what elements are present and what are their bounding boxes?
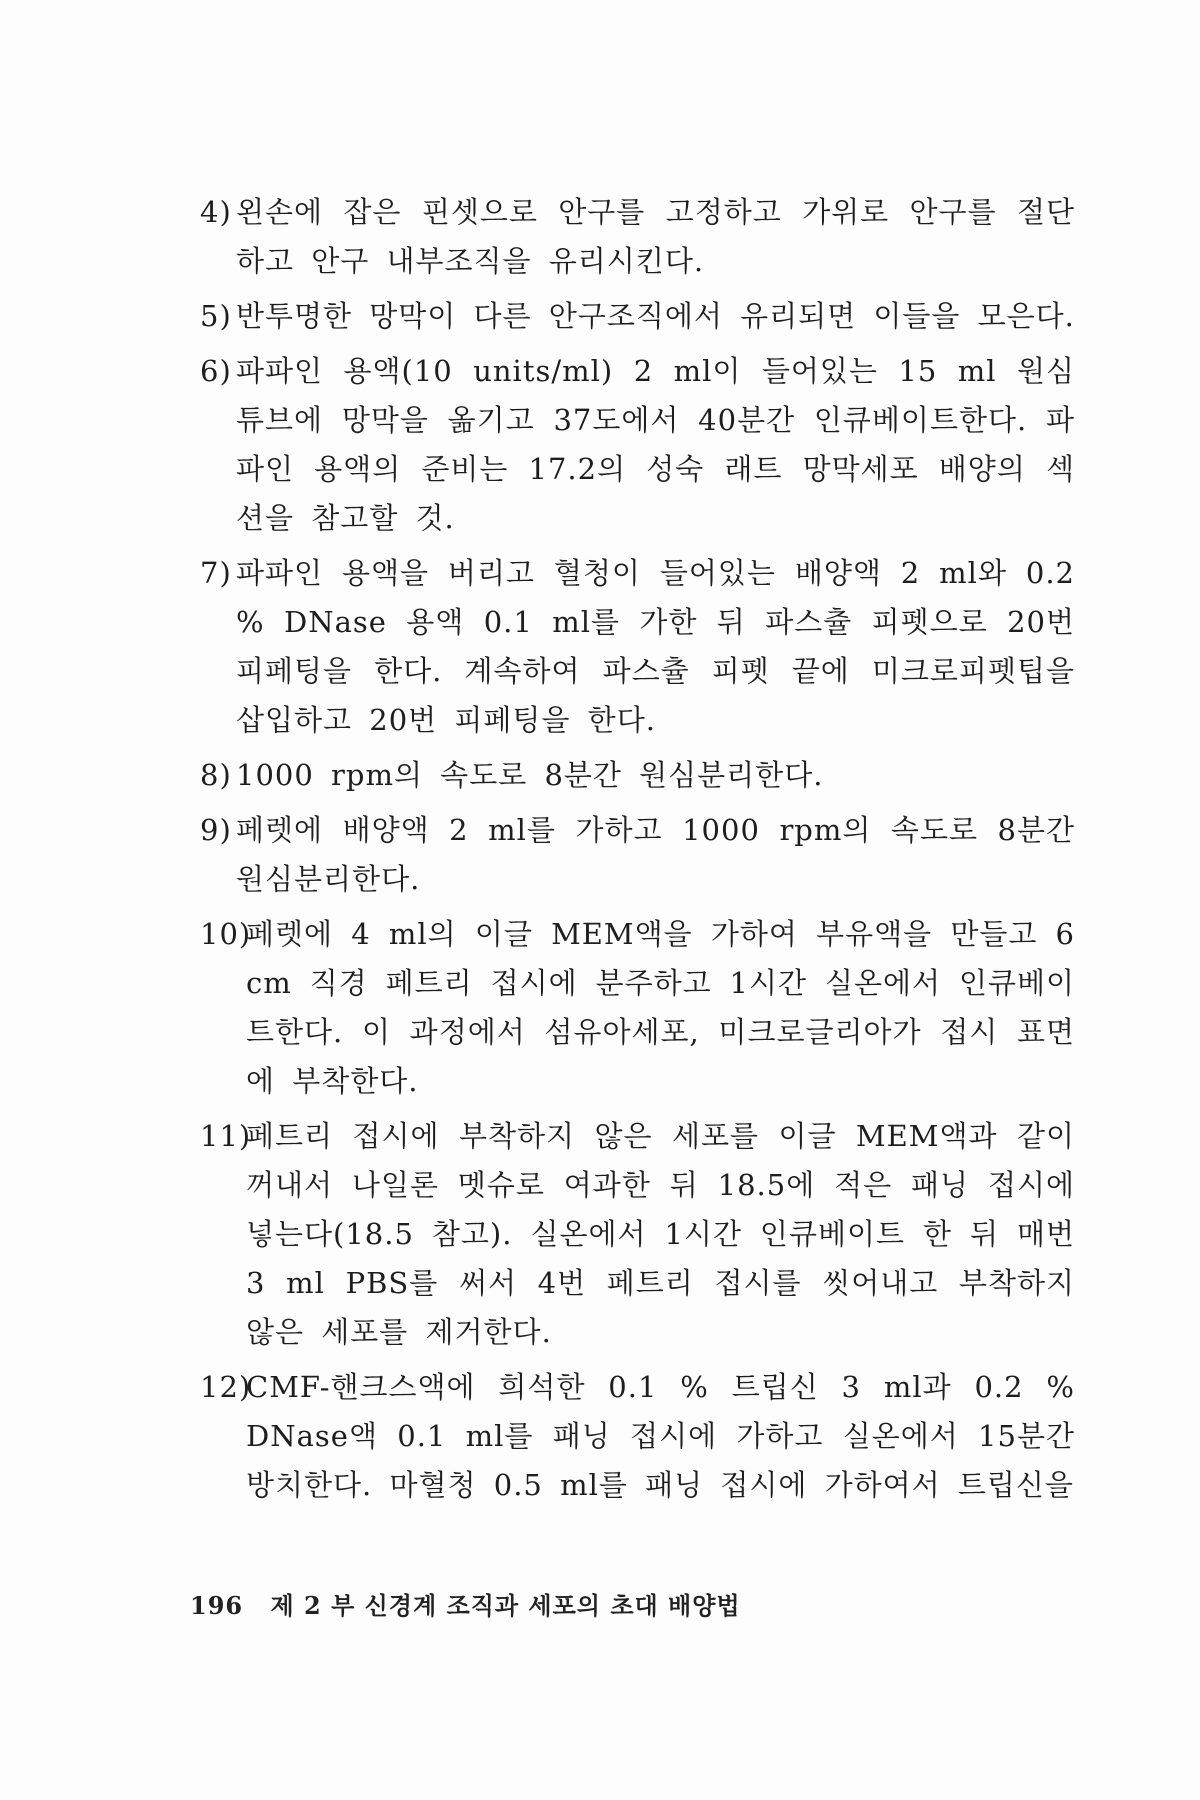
- list-item: [200, 1363, 1075, 1510]
- step-text: 1000 rpm의 속도로 8분간 원심분리한다.: [236, 758, 824, 792]
- list-item: [200, 292, 1075, 341]
- step-text: 반투명한 망막이 다른 안구조직에서 유리되면 이들을 모은다.: [236, 299, 1075, 333]
- step-number: 5): [200, 299, 232, 333]
- list-item: [200, 1112, 1075, 1357]
- list-item: [200, 188, 1075, 286]
- list-item: [200, 751, 1075, 800]
- procedure-list: [200, 188, 1075, 1516]
- list-item: [200, 347, 1075, 543]
- step-text: 왼손에 잡은 핀셋으로 안구를 고정하고 가위로 안구를 절단하고 안구 내부조직을 유리시킨다.: [236, 195, 1075, 278]
- page-number: 196: [190, 1591, 244, 1620]
- step-text: 페트리 접시에 부착하지 않은 세포를 이글 MEM액과 같이 꺼내서 나일론 멧슈로 여과한 뒤 18.5에 적은 패닝 접시에 넣는다(18.5 참고). 실온에서 1시간 인큐베이트 한 뒤 매번 3 ml PBS를 써서 4번 페트리 접시를 씻어내고 부착하지 않은 세포를 제거한다.: [246, 1119, 1075, 1349]
- step-text: 페렛에 4 ml의 이글 MEM액을 가하여 부유액을 만들고 6 cm 직경 페트리 접시에 분주하고 1시간 실온에서 인큐베이트한다. 이 과정에서 섬유아세포, 미크로글리아가 접시 표면에 부착한다.: [246, 917, 1075, 1098]
- list-item: [200, 910, 1075, 1106]
- list-item: [200, 549, 1075, 745]
- step-number: 7): [200, 556, 232, 590]
- page-footer: [190, 1586, 741, 1621]
- step-text: 페렛에 배양액 2 ml를 가하고 1000 rpm의 속도로 8분간 원심분리한다.: [236, 813, 1075, 896]
- running-title: 제 2 부 신경계 조직과 세포의 초대 배양법: [270, 1591, 741, 1620]
- step-number: 10): [200, 917, 252, 951]
- step-number: 9): [200, 813, 232, 847]
- list-item: [200, 806, 1075, 904]
- step-number: 12): [200, 1370, 252, 1404]
- step-text: 파파인 용액(10 units/ml) 2 ml이 들어있는 15 ml 원심튜브에 망막을 옮기고 37도에서 40분간 인큐베이트한다. 파파인 용액의 준비는 17.2의 성숙 래트 망막세포 배양의 섹션을 참고할 것.: [236, 354, 1075, 535]
- step-text: 파파인 용액을 버리고 혈청이 들어있는 배양액 2 ml와 0.2 % DNase 용액 0.1 ml를 가한 뒤 파스츌 피펫으로 20번 피페팅을 한다. 계속하여 파스츌 피펫 끝에 미크로피펫팁을 삽입하고 20번 피페팅을 한다.: [236, 556, 1075, 737]
- step-number: 6): [200, 354, 232, 388]
- step-number: 11): [200, 1119, 252, 1153]
- step-text: CMF-핸크스액에 희석한 0.1 % 트립신 3 ml과 0.2 % DNase액 0.1 ml를 패닝 접시에 가하고 실온에서 15분간 방치한다. 마혈청 0.5 ml를 패닝 접시에 가하여서 트립신을: [246, 1370, 1075, 1502]
- step-number: 4): [200, 195, 232, 229]
- step-number: 8): [200, 758, 232, 792]
